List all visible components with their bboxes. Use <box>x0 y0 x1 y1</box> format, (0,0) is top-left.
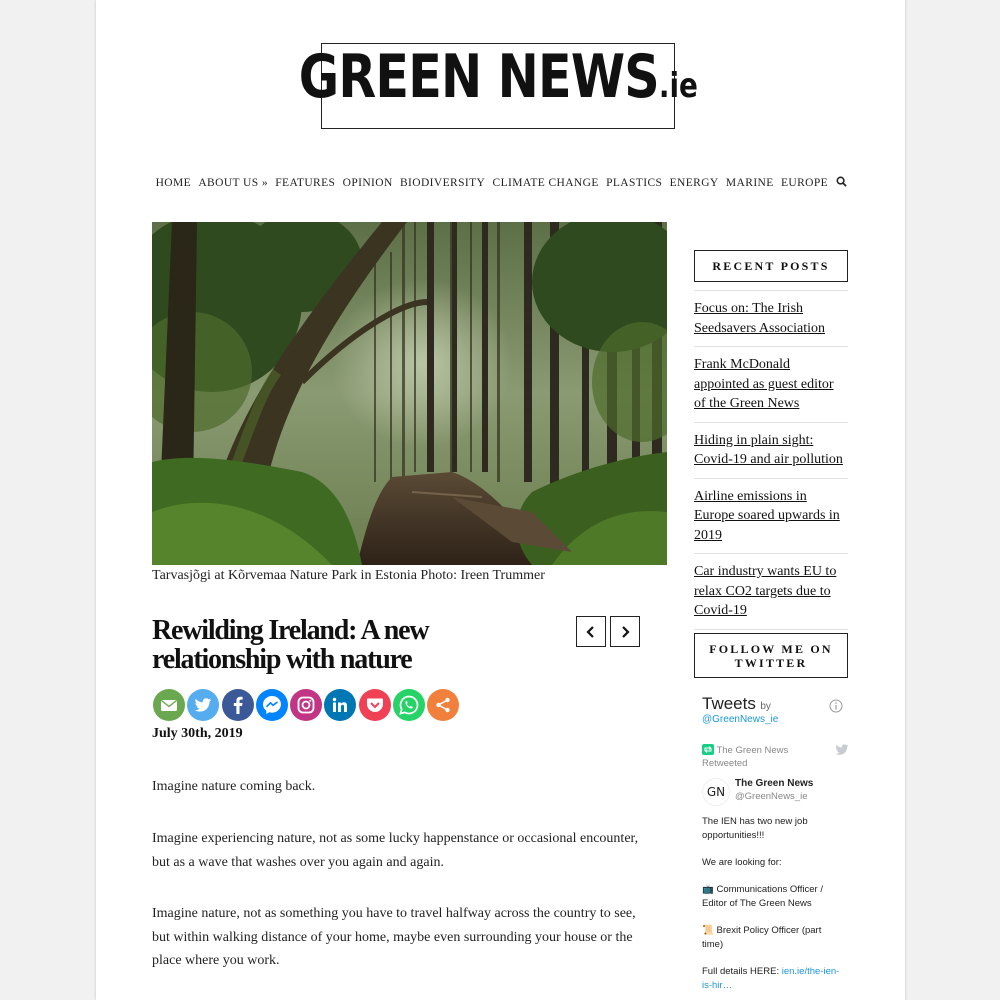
share-buttons <box>153 689 462 721</box>
tweet-line: We are looking for: <box>702 857 782 868</box>
recent-post-link[interactable]: Airline emissions in Europe soared upwards in 2019 <box>694 488 840 543</box>
nav-item-features[interactable]: FEATURES <box>275 177 336 189</box>
messenger-icon <box>262 695 282 715</box>
article-paragraph: Imagine experiencing nature, not as some lucky happenstance or occasional encounter, but as a wave that washes over you again and again. <box>152 831 639 870</box>
list-item <box>694 553 848 630</box>
twitter-icon <box>194 698 212 713</box>
nav-item-energy[interactable]: ENERGY <box>669 177 719 189</box>
tweets-label: Tweets <box>702 694 756 713</box>
linkedin-icon <box>332 697 348 713</box>
messenger-share-button[interactable] <box>256 689 288 721</box>
tv-emoji-icon: 📺 <box>702 884 714 895</box>
envelope-icon <box>160 699 178 712</box>
page <box>96 0 905 1000</box>
tweet-line: Brexit Policy Officer (part time) <box>702 925 822 950</box>
more-share-button[interactable] <box>427 689 459 721</box>
retweet-icon <box>702 744 714 755</box>
logo-text: GREEN NEWS.ie <box>298 42 698 112</box>
tweet-line: The IEN has two new job opportunities!!! <box>702 816 808 841</box>
tweet-author-handle[interactable]: @GreenNews_ie <box>735 791 808 802</box>
whatsapp-share-button[interactable] <box>393 689 425 721</box>
hero-image <box>152 222 667 565</box>
facebook-share-button[interactable] <box>222 689 254 721</box>
site-logo[interactable] <box>298 42 698 129</box>
info-icon[interactable] <box>829 699 843 713</box>
whatsapp-icon <box>399 695 419 715</box>
twitter-heading: FOLLOW ME ON TWITTER <box>694 633 848 678</box>
nav-item-plastics[interactable]: PLASTICS <box>606 177 663 189</box>
twitter-bird-icon <box>835 744 849 756</box>
avatar[interactable]: GN <box>702 778 730 806</box>
nav-item-home[interactable]: HOME <box>155 177 192 189</box>
list-item <box>694 478 848 554</box>
main-nav <box>96 176 905 190</box>
tweet-body <box>702 815 842 993</box>
article-date: July 30th, 2019 <box>152 726 243 741</box>
twitter-handle-link[interactable]: @GreenNews_ie <box>702 714 779 725</box>
chevron-left-icon <box>585 625 597 639</box>
nav-item-biodiversity[interactable]: BIODIVERSITY <box>399 177 486 189</box>
nav-item-climate-change[interactable]: CLIMATE CHANGE <box>492 177 599 189</box>
article-paragraph: Imagine nature, not as something you have to travel halfway across the country to see, but within walking distance of your home, maybe even surrounding your house or the place where you work. <box>152 906 636 968</box>
twitter-timeline <box>702 694 842 993</box>
nav-item-europe[interactable]: EUROPE <box>780 177 829 189</box>
tweet-author-name[interactable]: The Green News <box>735 778 814 789</box>
tweet-line: Communications Officer / Editor of The Green News <box>702 884 823 909</box>
instagram-share-button[interactable] <box>290 689 322 721</box>
nav-item-about-us[interactable]: ABOUT US » <box>198 177 268 189</box>
list-item <box>694 422 848 478</box>
pocket-icon <box>366 697 384 713</box>
tweet-details-prefix: Full details HERE: <box>702 966 780 977</box>
image-caption: Tarvasjõgi at Kõrvemaa Nature Park in Estonia Photo: Ireen Trummer <box>152 568 545 583</box>
article-title: Rewilding Ireland: A new relationship with nature <box>152 615 429 675</box>
scroll-emoji-icon: 📜 <box>702 925 714 936</box>
tweet-details-link[interactable]: ien.ie/the-ien-is-hir… <box>702 966 840 991</box>
nav-item-opinion[interactable]: OPINION <box>342 177 393 189</box>
tweets-by: by <box>760 701 771 712</box>
list-item <box>694 290 848 346</box>
search-icon[interactable] <box>836 176 847 190</box>
pocket-share-button[interactable] <box>359 689 391 721</box>
recent-posts-heading: RECENT POSTS <box>694 250 848 282</box>
previous-post-button[interactable] <box>576 616 606 647</box>
linkedin-share-button[interactable] <box>324 689 356 721</box>
retweet-label: The Green News Retweeted <box>702 745 789 769</box>
recent-post-link[interactable]: Hiding in plain sight: Covid-19 and air pollution <box>694 432 843 467</box>
chevron-right-icon <box>619 625 631 639</box>
recent-post-link[interactable]: Car industry wants EU to relax CO2 targets due to Covid-19 <box>694 564 837 618</box>
facebook-icon <box>233 696 243 714</box>
article-paragraph: Imagine nature coming back. <box>152 779 316 794</box>
list-item <box>694 346 848 422</box>
nav-item-marine[interactable]: MARINE <box>725 177 774 189</box>
share-icon <box>435 697 451 713</box>
next-post-button[interactable] <box>610 616 640 647</box>
recent-post-link[interactable]: Focus on: The Irish Seedsavers Association <box>694 301 826 336</box>
recent-posts-list <box>694 290 848 630</box>
double-chevron-down-icon: » <box>261 177 268 189</box>
instagram-icon <box>297 696 315 714</box>
recent-post-link[interactable]: Frank McDonald appointed as guest editor of the Green News <box>694 357 834 411</box>
twitter-share-button[interactable] <box>187 689 219 721</box>
email-share-button[interactable] <box>153 689 185 721</box>
